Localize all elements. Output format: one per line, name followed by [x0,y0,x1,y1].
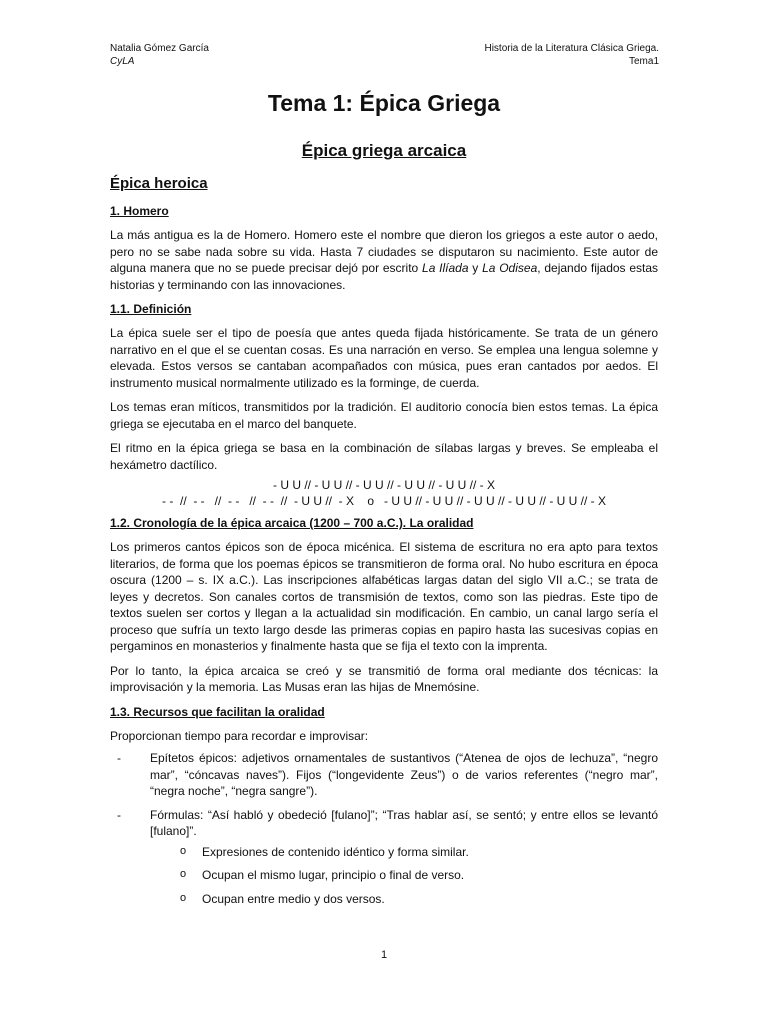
header-topic: Tema1 [628,56,659,67]
formulas-sublist [110,844,658,907]
page-number: 1 [380,949,388,961]
meter-line-2: - - // - - // - - // - - // - U U // - X o - U U // - U U // - U U // - U U // - U U // - X [162,494,606,508]
paragraph-recursos-intro: Proporcionan tiempo para recordar e improvisar: [110,728,369,743]
circle-bullet: o [180,844,187,857]
section-heading: Épica heroica [110,175,208,192]
heading-definicion: 1.1. Definición [110,302,192,316]
header-author: Natalia Gómez García [110,43,209,54]
document-subtitle: Épica griega arcaica [301,141,467,160]
page-body [110,88,658,914]
work-title-odyssey: La Odisea [482,261,538,275]
paragraph-definicion-2: Los temas eran míticos, transmitidos por la tradición. El auditorio conocía bien estos temas. La épica griega se ejecutaba en el marco del banquete. [110,400,658,431]
sublist-item-text: Expresiones de contenido idéntico y forma similar. [202,844,469,859]
sublist-item [110,891,658,907]
paragraph-homero [110,227,658,293]
sublist-item-text: Ocupan el mismo lugar, principio o final de verso. [202,868,465,882]
list-item-text: Epítetos épicos: adjetivos ornamentales de sustantivos (“Atenea de ojos de lechuza”, “negro mar”, “cóncavas naves”). Fijos (“longevidente Zeus”) o de varios referentes (“negro mar”, “negra noche”, “negra sangre”). [150,751,658,798]
recursos-list [110,750,658,907]
dash-bullet: - [117,751,121,765]
paragraph-definicion-1: La épica suele ser el tipo de poesía que antes queda fijada históricamente. Se trata de un género narrativo en el que el se cuentan cosas. Es una narración en verso. Se emplea una lengua solemne y elevada. Estos versos se cantaban acompañados con música, pues eran cantados por aedos. El instrumento musical normalmente utilizado es la forminge, de cuerda. [110,326,658,390]
page-header-left [110,42,209,68]
heading-cronologia: 1.2. Cronología de la épica arcaica (1200 – 700 a.C.). La oralidad [110,516,474,530]
paragraph-definicion-3: El ritmo en la épica griega se basa en la combinación de sílabas largas y breves. Se empleaba el hexámetro dactílico. [110,441,658,472]
dash-bullet: - [117,807,121,822]
paragraph-cronologia-2: Por lo tanto, la épica arcaica se creó y se transmitió de forma oral mediante dos técnicas: la improvisación y la memoria. Las Musas eran las hijas de Mnemósine. [110,663,658,694]
header-subject: Historia de la Literatura Clásica Griega. [484,43,659,54]
list-item [110,750,658,800]
meter-line-1: - U U // - U U // - U U // - U U // - U U // - X [273,478,495,492]
text-run: y [468,261,483,275]
sublist-item [110,844,658,860]
heading-recursos: 1.3. Recursos que facilitan la oralidad [110,704,325,719]
text-run: La más antigua es la de Homero. Homero este el nombre que dieron los griegos a este autor o aedo, pero no se sabe nada sobre su vida. Hasta 7 ciudades se disputaron su nacimiento. Este autor de alguna manera que no se puede precisar dejó por escrito [110,228,658,275]
paragraph-cronologia-1: Los primeros cantos épicos son de época micénica. El sistema de escritura no era apto para textos literarios, de forma que los poemas épicos se transmitieron de forma oral. No hubo escritura en época oscura (1200 – s. IX a.C.). Las inscripciones alfabéticas largas datan del siglo VII a.C.; se trata de leyes y decretos. Son canales cortos de transmisión de textos, como son las piedras. Este tipo de textos suelen ser cortos y llegan a la actualidad sin modificación. En cambio, un canal largo sería el proceso que sufría un texto largo desde las primeras copias en papiro hasta las sucesivas copias en pergaminos en monasterios y finalmente hasta que se fija el texto con la imprenta. [110,540,658,653]
header-course: CyLA [110,56,135,67]
list-item [110,807,658,907]
list-item-text: Fórmulas: “Así habló y obedeció [fulano]”; “Tras hablar así, se sentó; y entre ellos se levantó [fulano]”. [150,807,658,838]
circle-bullet: o [180,868,187,880]
sublist-item-text: Ocupan entre medio y dos versos. [202,891,385,906]
page-header-right [484,42,659,68]
sublist-item [110,867,658,883]
work-title-iliad: La Ilíada [422,261,469,275]
text-run: , dejando fijados estas historias y terminando con las innovaciones. [110,261,659,292]
document-title: Tema 1: Épica Griega [267,90,501,116]
circle-bullet: o [180,891,187,904]
heading-homero: 1. Homero [110,204,169,218]
